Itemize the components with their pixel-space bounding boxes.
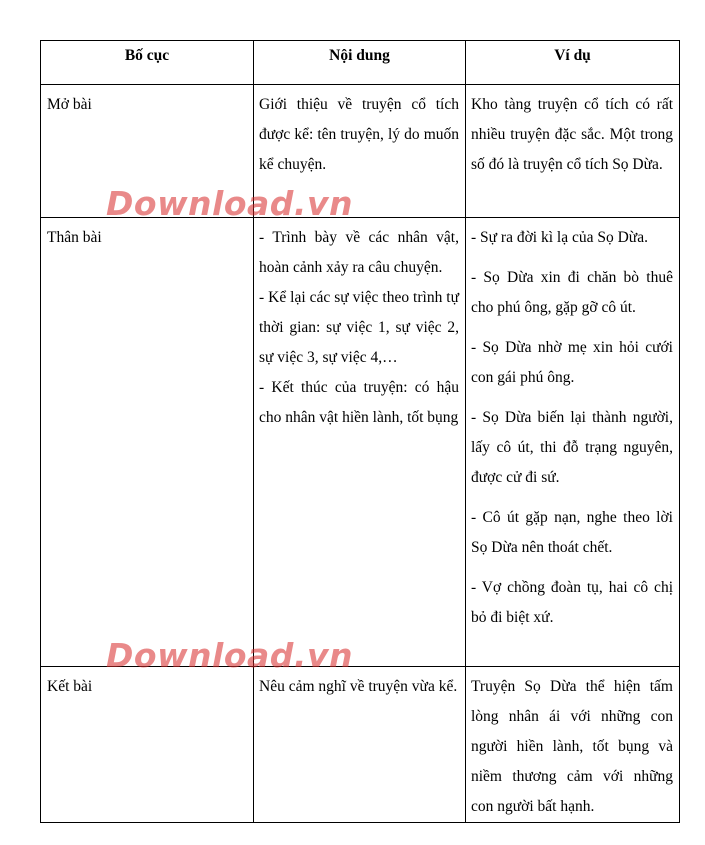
- header-structure: Bố cục: [41, 41, 254, 85]
- example-cell: [466, 667, 680, 823]
- example-line: Kho tàng truyện cổ tích có rất nhiều truyện đặc sắc. Một trong số đó là truyện cổ tích Sọ Dừa.: [471, 96, 673, 173]
- example-line: - Vợ chồng đoàn tụ, hai cô chị bỏ đi biệt xứ.: [471, 579, 673, 626]
- example-line: - Cô út gặp nạn, nghe theo lời Sọ Dừa nên thoát chết.: [471, 509, 673, 556]
- example-cell: [466, 218, 680, 667]
- example-line: - Sọ Dừa nhờ mẹ xin hỏi cưới con gái phú ông.: [471, 339, 673, 386]
- example-line: - Sọ Dừa biến lại thành người, lấy cô út, thi đỗ trạng nguyên, được cử đi sứ.: [471, 409, 673, 486]
- table-header-row: [41, 41, 680, 85]
- example-line: - Sự ra đời kì lạ của Sọ Dừa.: [471, 229, 648, 246]
- content-cell: [254, 85, 466, 218]
- content-line: Giới thiệu về truyện cổ tích được kể: tên truyện, lý do muốn kể chuyện.: [259, 96, 459, 173]
- content-line: - Trình bày về các nhân vật, hoàn cảnh xảy ra câu chuyện.: [259, 229, 459, 276]
- section-cell: [41, 218, 254, 667]
- content-cell: [254, 218, 466, 667]
- header-content: Nội dung: [254, 41, 466, 85]
- watermark-logo: Download.vn: [106, 184, 353, 223]
- table-row-body: [41, 218, 680, 667]
- table-row-intro: [41, 85, 680, 218]
- table-row-conclusion: [41, 667, 680, 823]
- example-line: Truyện Sọ Dừa thể hiện tấm lòng nhân ái với những con người hiền lành, tốt bụng và niềm thương cảm với những con người bất hạnh.: [471, 678, 673, 815]
- example-line: - Sọ Dừa xin đi chăn bò thuê cho phú ông, gặp gỡ cô út.: [471, 269, 673, 316]
- content-line: Nêu cảm nghĩ về truyện vừa kể.: [259, 678, 458, 695]
- story-outline-table: [40, 40, 680, 823]
- example-cell: [466, 85, 680, 218]
- section-label: Kết bài: [47, 678, 93, 695]
- section-cell: [41, 667, 254, 823]
- watermark-logo: Download.vn: [106, 636, 353, 675]
- section-cell: [41, 85, 254, 218]
- section-label: Mở bài: [47, 96, 92, 113]
- section-label: Thân bài: [47, 229, 102, 246]
- content-cell: [254, 667, 466, 823]
- content-line: - Kết thúc của truyện: có hậu cho nhân vật hiền lành, tốt bụng: [259, 379, 459, 426]
- content-line: - Kể lại các sự việc theo trình tự thời gian: sự việc 1, sự việc 2, sự việc 3, sự việc 4,…: [259, 289, 459, 366]
- header-example: Ví dụ: [466, 41, 680, 85]
